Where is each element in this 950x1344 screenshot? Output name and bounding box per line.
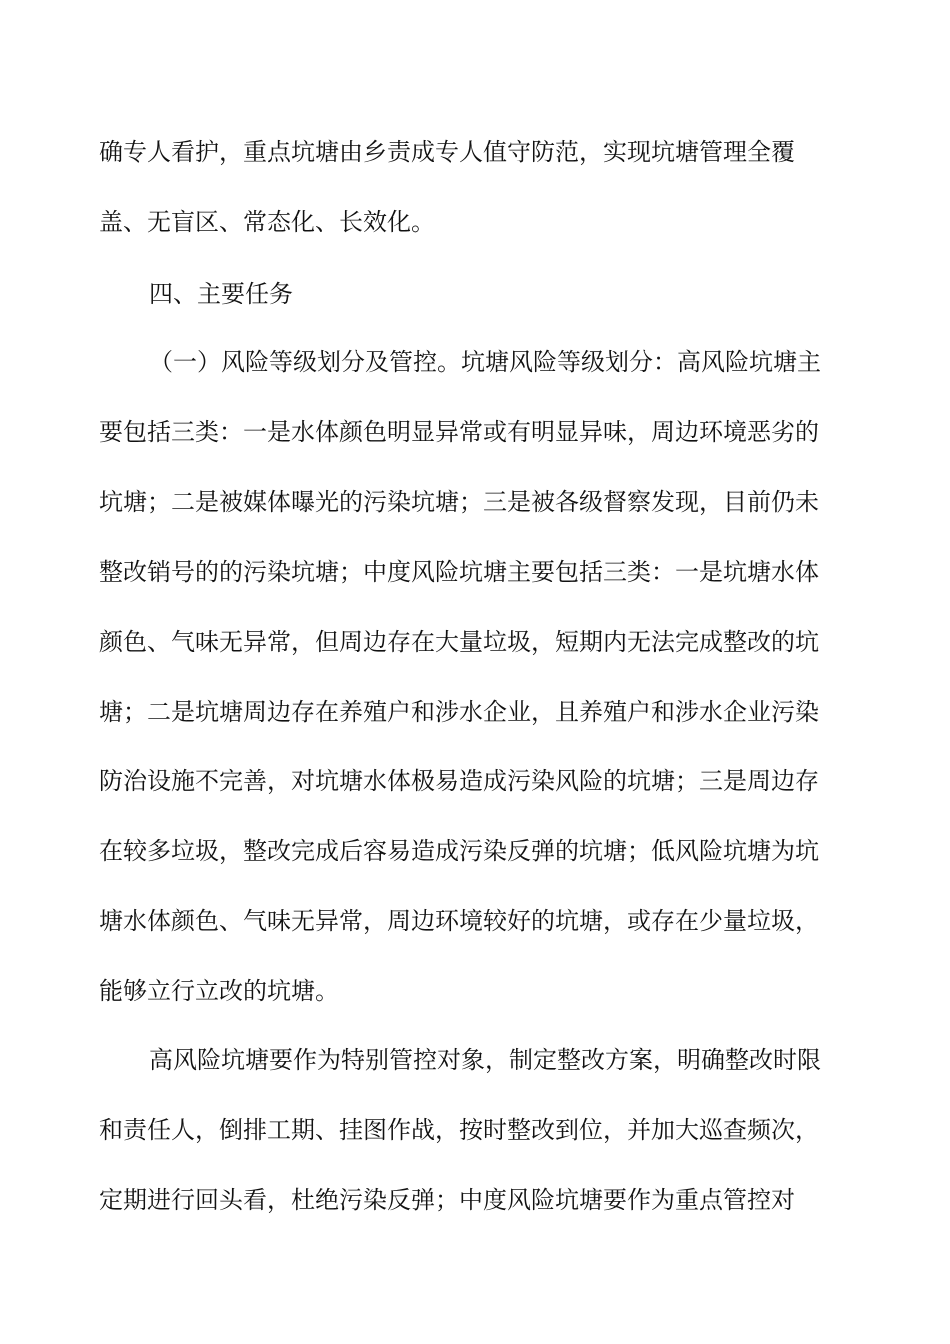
paragraph-line: 高风险坑塘要作为特别管控对象，制定整改方案，明确整改时限 (149, 1046, 821, 1074)
paragraph-line: 定期进行回头看，杜绝污染反弹；中度风险坑塘要作为重点管控对 (99, 1186, 795, 1214)
paragraph-line: 确专人看护，重点坑塘由乡责成专人值守防范，实现坑塘管理全覆 (99, 138, 795, 166)
paragraph-line: 在较多垃圾，整改完成后容易造成污染反弹的坑塘；低风险坑塘为坑 (99, 837, 819, 865)
paragraph-line: （一）风险等级划分及管控。坑塘风险等级划分：高风险坑塘主 (149, 348, 821, 376)
paragraph-line: 塘；二是坑塘周边存在养殖户和涉水企业，且养殖户和涉水企业污染 (99, 698, 819, 726)
paragraph-line: 防治设施不完善，对坑塘水体极易造成污染风险的坑塘；三是周边存 (99, 767, 819, 795)
paragraph-line: 能够立行立改的坑塘。 (99, 977, 339, 1005)
paragraph-line: 坑塘；二是被媒体曝光的污染坑塘；三是被各级督察发现，目前仍未 (99, 488, 819, 516)
section-heading: 四、主要任务 (149, 280, 293, 308)
paragraph-line: 要包括三类：一是水体颜色明显异常或有明显异味，周边环境恶劣的 (99, 418, 819, 446)
paragraph-line: 整改销号的的污染坑塘；中度风险坑塘主要包括三类：一是坑塘水体 (99, 558, 819, 586)
paragraph-line: 塘水体颜色、气味无异常，周边环境较好的坑塘，或存在少量垃圾， (99, 907, 819, 935)
paragraph-line: 盖、无盲区、常态化、长效化。 (99, 208, 435, 236)
paragraph-line: 颜色、气味无异常，但周边存在大量垃圾，短期内无法完成整改的坑 (99, 628, 819, 656)
paragraph-line: 和责任人，倒排工期、挂图作战，按时整改到位，并加大巡查频次， (99, 1116, 819, 1144)
